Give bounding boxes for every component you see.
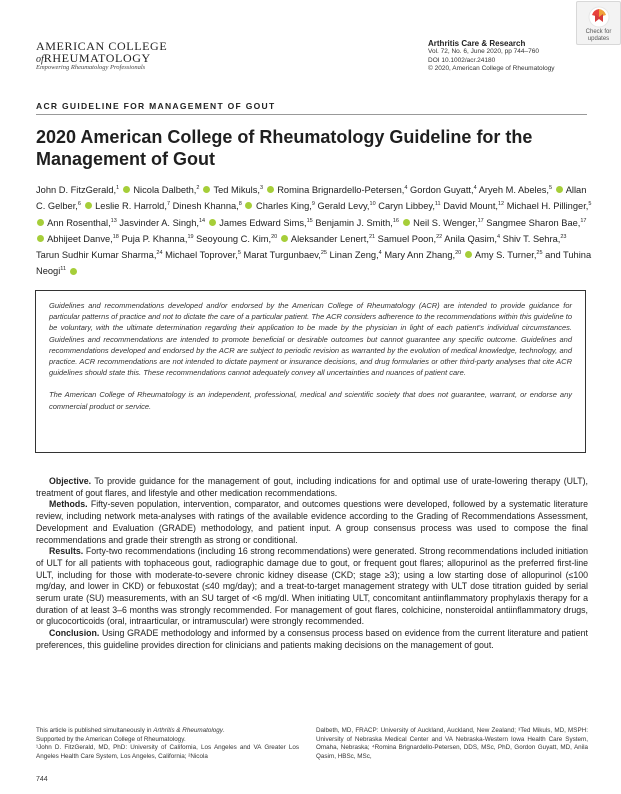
author-name: Amy S. Turner, xyxy=(474,250,537,261)
author-affiliation-number: 16 xyxy=(392,217,399,224)
abstract-results xyxy=(36,546,588,628)
orcid-icon[interactable] xyxy=(556,186,563,193)
author-affiliation-number: 15 xyxy=(306,217,313,224)
author-name: Ted Mikuls, xyxy=(213,185,260,196)
author-name: Romina Brignardello-Petersen, xyxy=(277,185,405,196)
conclusion-label: Conclusion. xyxy=(49,628,100,639)
author-name: Dinesh Khanna, xyxy=(172,201,239,212)
author-affiliation-number: 5 xyxy=(588,201,592,208)
author-name: Charles King, xyxy=(256,201,312,212)
results-text: Forty-two recommendations (including 16 strong recommendations) were generated. Strong recommendations included initiation of ULT for all patients with tophaceous gout, radiographic damage due to gout, or frequent gout flares; allopurinol as the preferred first-line ULT, including for those with moderate-to-severe chronic kidney disease (CKD; stage ≥3); using a low starting dose of allopurinol (≤100 mg/day, and lower in CKD) or febuxostat (≤40 mg/day); and a treat-to-target management strategy with ULT dose titration guided by serial serum urate (SU) measurements, with an SU target of <6 mg/dl. When initiating ULT, concomitant antiinflammatory prophylaxis therapy for a duration of at least 3–6 months was strongly recommended. For management of gout flares, colchicine, nonsteroidal antiinflammatory drugs, or glucocorticoids (oral, intraarticular, or intramuscular) were strongly recommended. xyxy=(36,546,588,627)
orcid-icon[interactable] xyxy=(70,268,77,275)
footnote-journal-name: Arthritis & Rheumatology xyxy=(153,727,223,734)
author-affiliation-number: 23 xyxy=(560,233,567,240)
author-name: James Edward Sims, xyxy=(219,217,307,228)
abstract-objective xyxy=(36,476,588,499)
author-name: Leslie R. Harrold, xyxy=(95,201,167,212)
section-divider xyxy=(36,114,587,115)
author-name: Aleksander Lenert, xyxy=(290,233,369,244)
author-name: Seoyoung C. Kim, xyxy=(196,233,272,244)
journal-info xyxy=(428,40,578,74)
author-name: Allan C. Gelber, xyxy=(36,185,587,212)
author-affiliation-number: 9 xyxy=(311,201,315,208)
author-affiliation-number: 3 xyxy=(259,185,264,191)
results-label: Results. xyxy=(49,546,84,557)
author-affiliation-number: 11 xyxy=(434,201,441,208)
orcid-icon[interactable] xyxy=(403,219,410,226)
author-affiliation-number: 21 xyxy=(368,233,376,240)
author-affiliation-number: 19 xyxy=(187,233,194,240)
footnote-publication xyxy=(36,727,299,736)
logo-of: of xyxy=(36,54,44,65)
page-number: 744 xyxy=(36,776,48,783)
article-title: 2020 American College of Rheumatology Guideline for the Management of Gout xyxy=(36,127,533,169)
section-tag: ACR GUIDELINE FOR MANAGEMENT OF GOUT xyxy=(36,101,276,111)
author-name: Tarun Sudhir Kumar Sharma, xyxy=(36,250,157,261)
author-name: Jasvinder A. Singh, xyxy=(119,217,199,228)
orcid-icon[interactable] xyxy=(465,251,472,258)
author-name: Aryeh M. Abeles, xyxy=(478,185,549,196)
author-affiliation-number: 4 xyxy=(473,185,477,191)
author-affiliation-number: 4 xyxy=(496,233,501,240)
author-affiliation-number: 25 xyxy=(320,250,327,257)
check-for-updates-button[interactable] xyxy=(576,1,621,45)
footnote-publication-end: . xyxy=(222,727,225,734)
footnote-support: Supported by the American College of Rheumatology. xyxy=(36,735,186,743)
author-name: Neil S. Wenger, xyxy=(413,217,478,228)
orcid-icon[interactable] xyxy=(245,202,252,209)
orcid-icon[interactable] xyxy=(123,186,130,193)
journal-copyright: © 2020, American College of Rheumatology xyxy=(428,65,555,73)
author-affiliation-number: 17 xyxy=(477,217,484,224)
journal-doi: DOI 10.1002/acr.24180 xyxy=(428,56,496,64)
orcid-icon[interactable] xyxy=(281,235,288,242)
author-affiliation-number: 5 xyxy=(237,250,241,257)
author-name: Anila Qasim, xyxy=(444,233,497,244)
author-name: Samuel Poon, xyxy=(377,233,437,244)
logo-line-1: AMERICAN COLLEGE xyxy=(36,39,168,53)
conclusion-text: Using GRADE methodology and informed by a consensus process based on evidence from the current literature and patient preferences, this guideline provides direction for clinicians and patients making decisions on the management of gout. xyxy=(36,628,588,650)
journal-name: Arthritis Care & Research xyxy=(428,39,526,48)
author-name: Benjamin J. Smith, xyxy=(315,217,393,228)
check-updates-icon xyxy=(588,6,610,28)
author-name: Mary Ann Zhang, xyxy=(384,250,456,261)
author-affiliation-number: 13 xyxy=(110,217,117,224)
footnotes-right xyxy=(316,727,588,762)
footnote-publication-text: This article is published simultaneously in xyxy=(36,727,154,734)
author-name: David Mount, xyxy=(443,201,498,212)
author-affiliation-number: 2 xyxy=(196,185,200,191)
methods-text: Fifty-seven population, intervention, comparator, and outcomes questions were developed, followed by a systematic literature review, including network meta-analyses with ratings of the available evidence according to the Grading of Recommendations Assessment, Development and Evaluation (GRADE) methodology, and patient input. A group consensus process was used to compose the final recommendations and grade their strength as strong or conditional. xyxy=(36,499,588,545)
author-name: Abhijeet Danve, xyxy=(47,233,113,244)
author-affiliation-number: 18 xyxy=(112,233,119,240)
orcid-icon[interactable] xyxy=(85,202,92,209)
footnotes-left xyxy=(36,727,299,762)
author-affiliation-number: 24 xyxy=(156,250,163,257)
author-name: Nicola Dalbeth, xyxy=(133,185,197,196)
objective-label: Objective. xyxy=(49,476,92,486)
logo-rheumatology: RHEUMATOLOGY xyxy=(43,51,151,65)
author-affiliation-number: 7 xyxy=(166,201,170,208)
author-name: Sangmee Sharon Bae, xyxy=(486,217,581,228)
author-affiliation-number: 12 xyxy=(498,201,505,208)
disclaimer-box xyxy=(35,290,586,453)
author-affiliation-number: 4 xyxy=(404,185,408,191)
footnote-affiliations-1: ¹John D. FitzGerald, MD, PhD: University of California, Los Angeles and VA Greater Los Angeles Health Care System, Los Angeles, California; ²Nicola xyxy=(36,744,299,761)
author-affiliation-number: 11 xyxy=(60,266,67,273)
disclaimer-paragraph-1: Guidelines and recommendations developed and/or endorsed by the American College of Rheumatology (ACR) are intended to provide guidance for particular patterns of practice and not to dictate the care of a particular patient. The ACR considers adherence to the recommendations within this guideline to be voluntary, with the ultimate determination regarding their application to be made by the physician in light of each patient’s individual circumstances. Guidelines and recommendations are intended to promote beneficial or desirable outcomes but cannot guarantee any specific outcome. Guidelines and recommendations developed and endorsed by the ACR are subject to periodic revision as warranted by the evolution of medical knowledge, technology, and practice. ACR recommendations are not intended to dictate payment or insurance decisions, and drug formularies or other third-party analyses that cite ACR guidelines should state this. These recommendations cannot adequately convey all uncertainties and nuances of patient care. xyxy=(49,301,572,378)
author-name: Ann Rosenthal, xyxy=(47,217,111,228)
author-name: Gerald Levy, xyxy=(317,201,370,212)
author-name: Michael H. Pillinger, xyxy=(506,201,589,212)
author-affiliation-number: 14 xyxy=(198,217,206,224)
author-name: Marat Turgunbaev, xyxy=(243,250,321,261)
methods-label: Methods. xyxy=(49,499,88,510)
author-affiliation-number: 17 xyxy=(580,217,587,224)
author-name: Michael Toprover, xyxy=(165,250,238,261)
author-affiliation-number: 5 xyxy=(548,185,553,191)
author-affiliation-number: 10 xyxy=(369,201,376,208)
journal-volume: Vol. 72, No. 6, June 2020, pp 744–760 xyxy=(428,48,539,56)
check-updates-line-1: Check for xyxy=(585,29,612,35)
abstract-conclusion xyxy=(36,628,588,651)
author-name: Linan Zeng, xyxy=(329,250,379,261)
author-affiliation-number: 25 xyxy=(536,250,543,257)
footnote-affiliations-2: Dalbeth, MD, FRACP: University of Auckland, Auckland, New Zealand; ³Ted Mikuls, MD, MSPH: University of Nebraska Medical Center and VA Nebraska-Western Iowa Health Care System, Omaha, Nebraska; ⁴Romina Brignardello-Petersen, DDS, MSc, PhD, Gordon Guyatt, MD, Anila Qasim, HBSc, MSc, xyxy=(316,727,588,761)
author-affiliation-number: 22 xyxy=(436,233,443,240)
author-affiliation-number: 6 xyxy=(77,201,81,208)
orcid-icon[interactable] xyxy=(209,219,216,226)
logo-tagline: Empowering Rheumatology Professionals xyxy=(36,64,146,71)
orcid-icon[interactable] xyxy=(37,219,44,226)
author-affiliation-number: 4 xyxy=(378,250,382,257)
abstract-methods xyxy=(36,499,588,546)
orcid-icon[interactable] xyxy=(267,186,274,193)
author-name: John D. FitzGerald, xyxy=(36,185,117,196)
orcid-icon[interactable] xyxy=(203,186,210,193)
orcid-icon[interactable] xyxy=(37,235,44,242)
author-affiliation-number: 20 xyxy=(271,233,278,240)
abstract xyxy=(36,476,588,652)
check-updates-line-2: updates xyxy=(587,35,610,42)
author-name: Gordon Guyatt, xyxy=(410,185,474,196)
author-name: and Tuhina Neogi xyxy=(36,250,592,277)
author-name: Shiv T. Sehra, xyxy=(502,233,561,244)
author-list xyxy=(36,181,592,279)
author-affiliation-number: 20 xyxy=(455,250,462,257)
author-affiliation-number: 8 xyxy=(238,201,242,208)
disclaimer-paragraph-2: The American College of Rheumatology is an independent, professional, medical and scientific society that does not guarantee, warrant, or endorse any commercial product or service. xyxy=(49,390,572,411)
objective-text: To provide guidance for the management of gout, including indications for and optimal use of urate-lowering therapy (ULT), treatment of gout flares, and lifestyle and other medication recommendations. xyxy=(36,476,588,498)
author-name: Caryn Libbey, xyxy=(378,201,435,212)
author-affiliation-number: 1 xyxy=(116,185,120,191)
author-name: Puja P. Khanna, xyxy=(121,233,188,244)
